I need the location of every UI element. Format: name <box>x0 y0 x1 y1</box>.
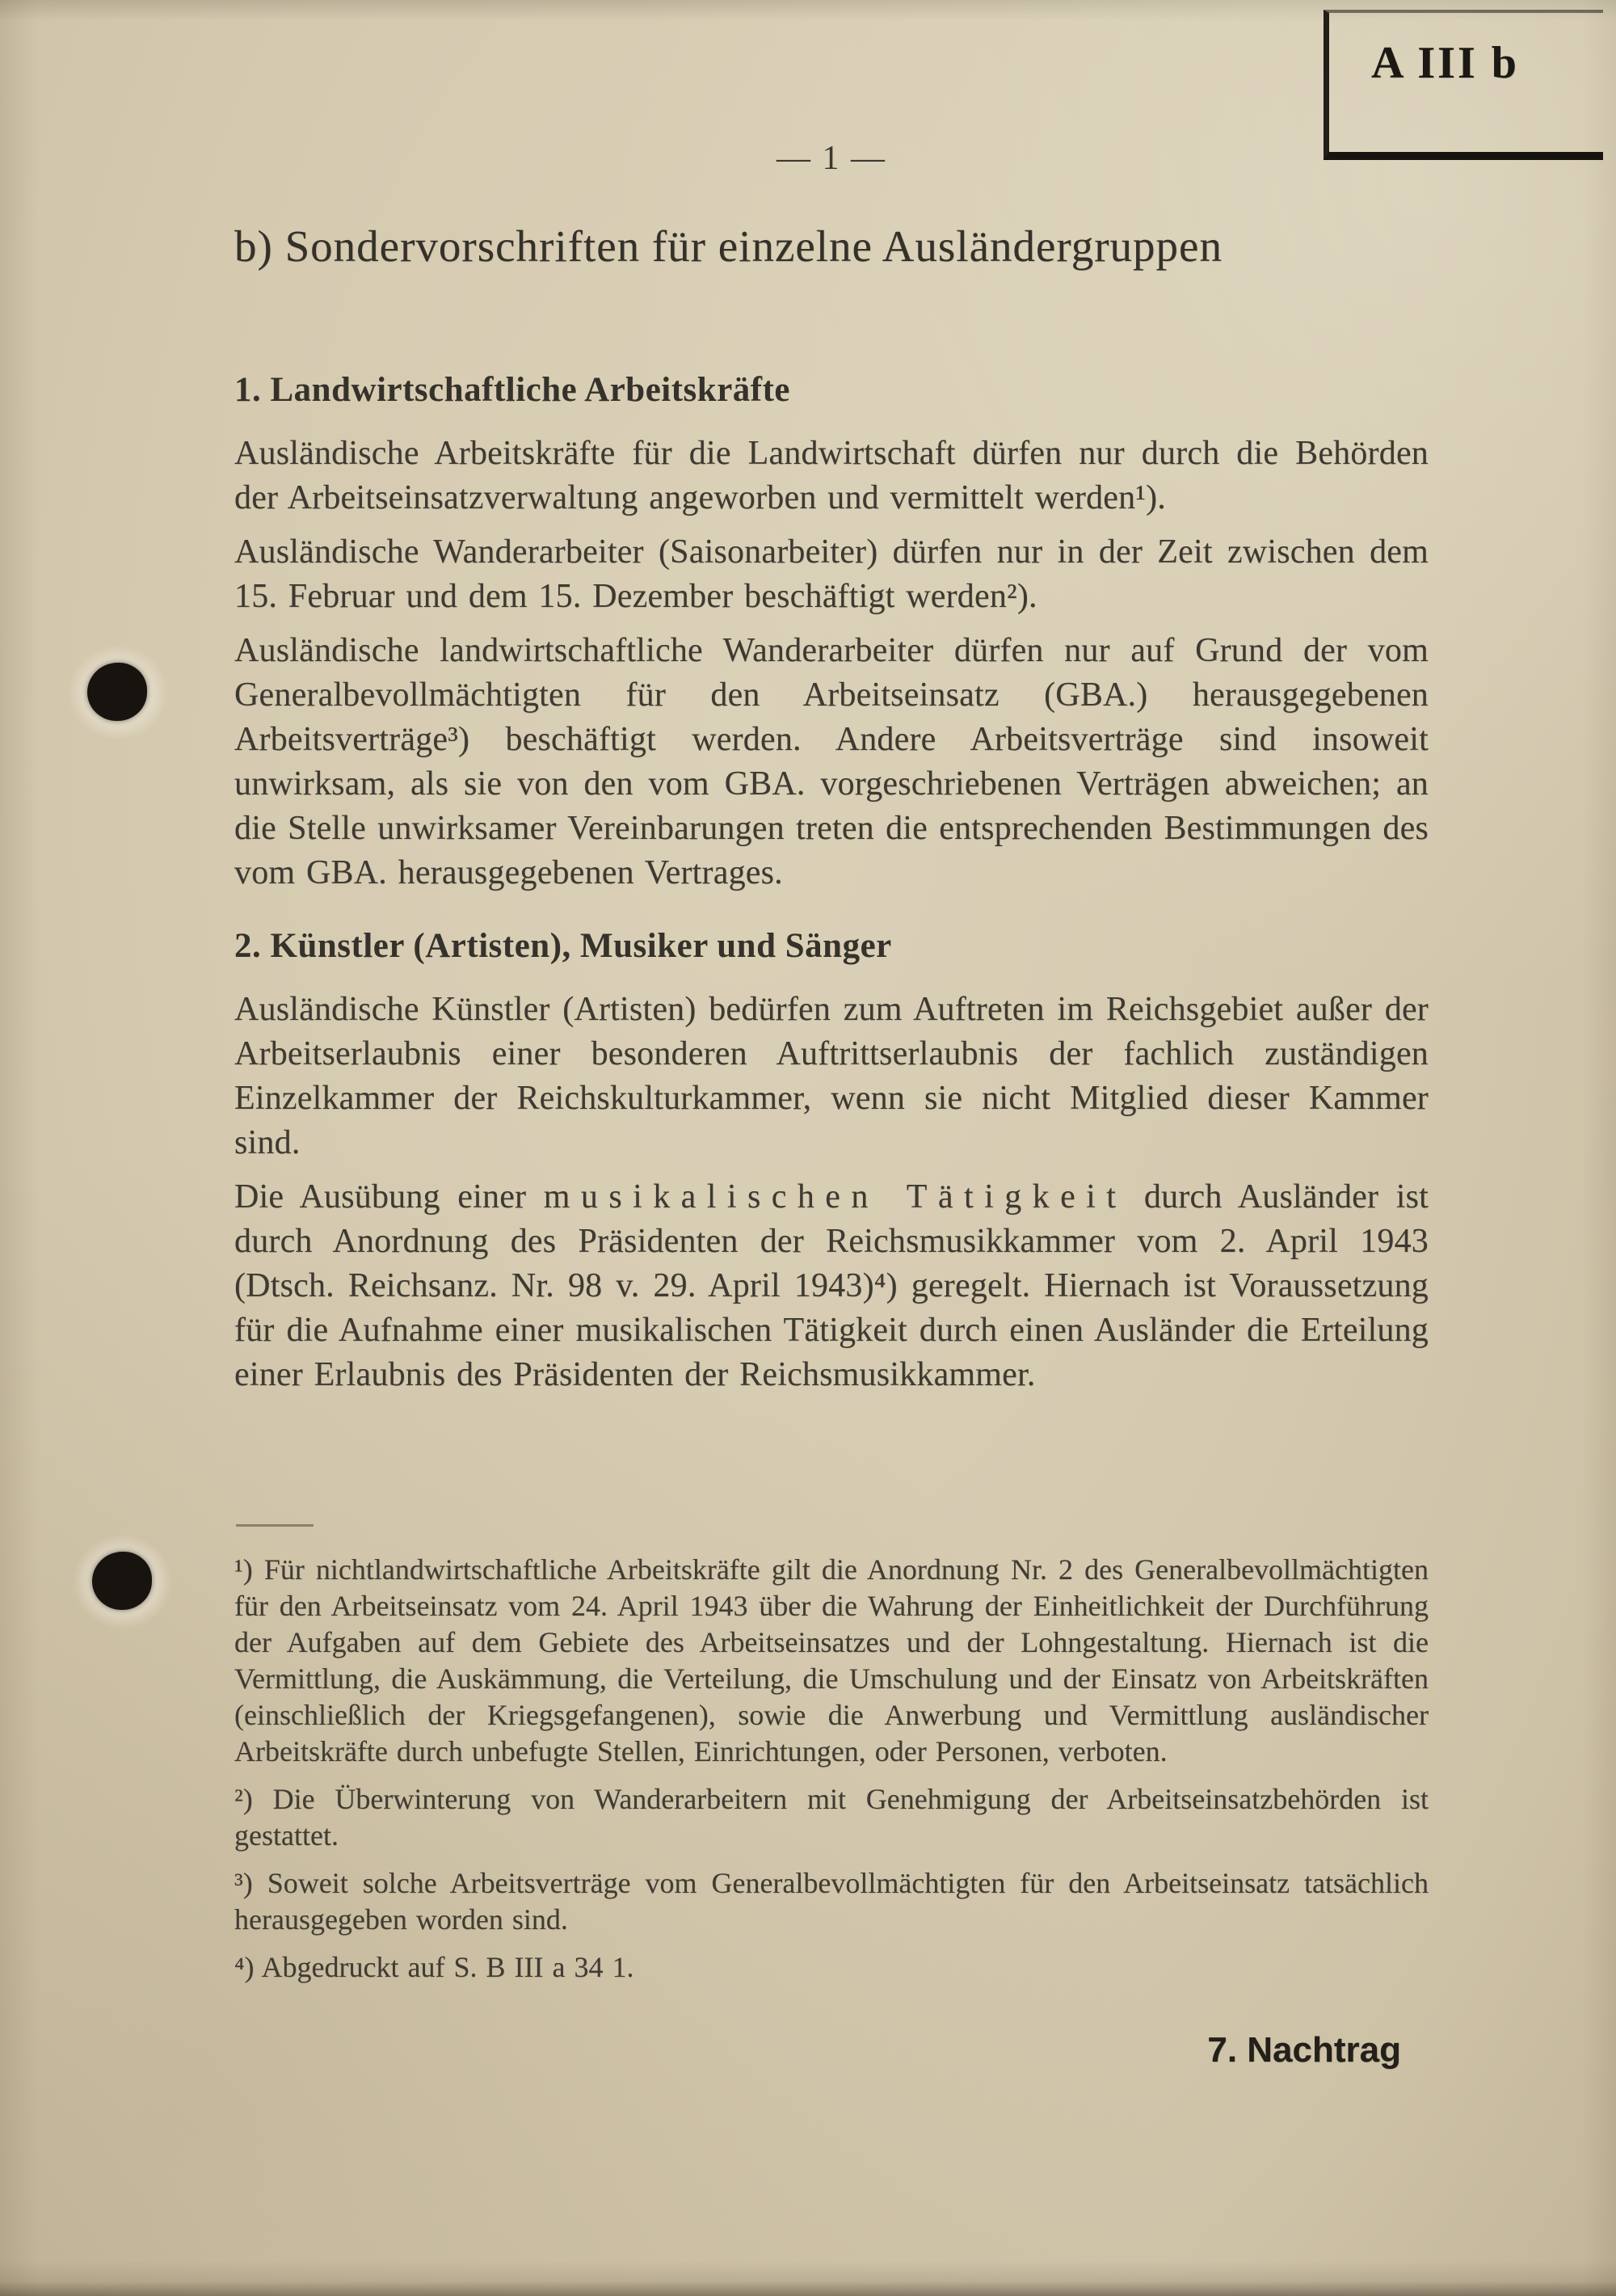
classification-tab-box <box>1324 10 1603 160</box>
hole-punch-hole <box>92 1552 152 1610</box>
section-2-title: 2. Künstler (Artisten), Musiker und Sänger <box>234 927 892 965</box>
section-1-paragraph-1: Ausländische Arbeitskräfte für die Landwirtschaft dürfen nur durch die Behörden der Arbeitseinsatzverwaltung angeworben und vermittelt werden¹). <box>234 435 1429 516</box>
footnote-2: ²) Die Überwinterung von Wanderarbeitern mit Genehmigung der Arbeitseinsatzbehörden ist gestattet. <box>234 1783 1429 1852</box>
section-2-paragraph-2 <box>234 1175 1429 1397</box>
page-number: — 1 — <box>776 140 886 177</box>
classification-tab-label: A III b <box>1371 38 1519 88</box>
nachtrag-label: 7. Nachtrag <box>1207 2030 1401 2070</box>
document-title: b) Sondervorschriften für einzelne Ausländergruppen <box>234 221 1223 271</box>
footnote-separator-rule <box>236 1524 314 1527</box>
section-1-paragraph-3: Ausländische landwirtschaftliche Wanderarbeiter dürfen nur auf Grund der vom Generalbevollmächtigten für den Arbeitseinsatz (GBA.) herausgegebenen Arbeitsverträge³) beschäftigt werden. Andere Arbeitsverträge sind insoweit unwirksam, als sie von den vom GBA. vorgeschriebenen Verträgen abweichen; an die Stelle unwirksamer Vereinbarungen treten die entsprechenden Bestimmungen des vom GBA. herausgegebenen Vertrages. <box>234 632 1429 891</box>
footnote-3: ³) Soweit solche Arbeitsverträge vom Generalbevollmächtigten für den Arbeitseinsatz tatsächlich herausgegeben worden sind. <box>234 1867 1429 1936</box>
paragraph-text-before: Die Ausübung einer <box>234 1178 544 1215</box>
document-body <box>234 220 1429 1407</box>
hole-punch-hole <box>87 663 147 721</box>
section-2-paragraph-1: Ausländische Künstler (Artisten) bedürfen zum Auftreten im Reichsgebiet außer der Arbeitserlaubnis einer besonderen Auftrittserlaubnis der fachlich zuständigen Einzelkammer der Reichskulturkammer, wenn sie nicht Mitglied dieser Kammer sind. <box>234 991 1429 1161</box>
section-1-title: 1. Landwirtschaftliche Arbeitskräfte <box>234 371 791 409</box>
emphasized-spaced-text: musikalischen Tätigkeit <box>543 1178 1127 1215</box>
footnotes <box>234 1552 1429 1997</box>
footnote-4: ⁴) Abgedruckt auf S. B III a 34 1. <box>234 1951 634 1983</box>
paragraph-text-after: durch Ausländer ist durch Anordnung des Präsidenten der Reichsmusikkammer vom 2. April 1943 (Dtsch. Reichsanz. Nr. 98 v. 29. April 1943)⁴) geregelt. Hiernach ist Voraussetzung für die Aufnahme einer musikalischen Tätigkeit durch einen Ausländer die Erteilung einer Erlaubnis des Präsidenten der Reichsmusikkammer. <box>234 1178 1429 1393</box>
footnote-1: ¹) Für nichtlandwirtschaftliche Arbeitskräfte gilt die Anordnung Nr. 2 des Generalbevollmächtigten für den Arbeitseinsatz vom 24. April 1943 über die Wahrung der Einheitlichkeit der Durchführung der Aufgaben auf dem Gebiete des Arbeitseinsatzes und der Lohngestaltung. Hiernach ist die Vermittlung, die Auskämmung, die Verteilung, die Umschulung und der Einsatz von Arbeitskräften (einschließlich der Kriegsgefangenen), sowie die Anwerbung und Vermittlung ausländischer Arbeitskräfte durch unbefugte Stellen, Einrichtungen, oder Personen, verboten. <box>234 1553 1429 1767</box>
section-1-paragraph-2: Ausländische Wanderarbeiter (Saisonarbeiter) dürfen nur in der Zeit zwischen dem 15. Februar und dem 15. Dezember beschäftigt werden²). <box>234 533 1429 615</box>
